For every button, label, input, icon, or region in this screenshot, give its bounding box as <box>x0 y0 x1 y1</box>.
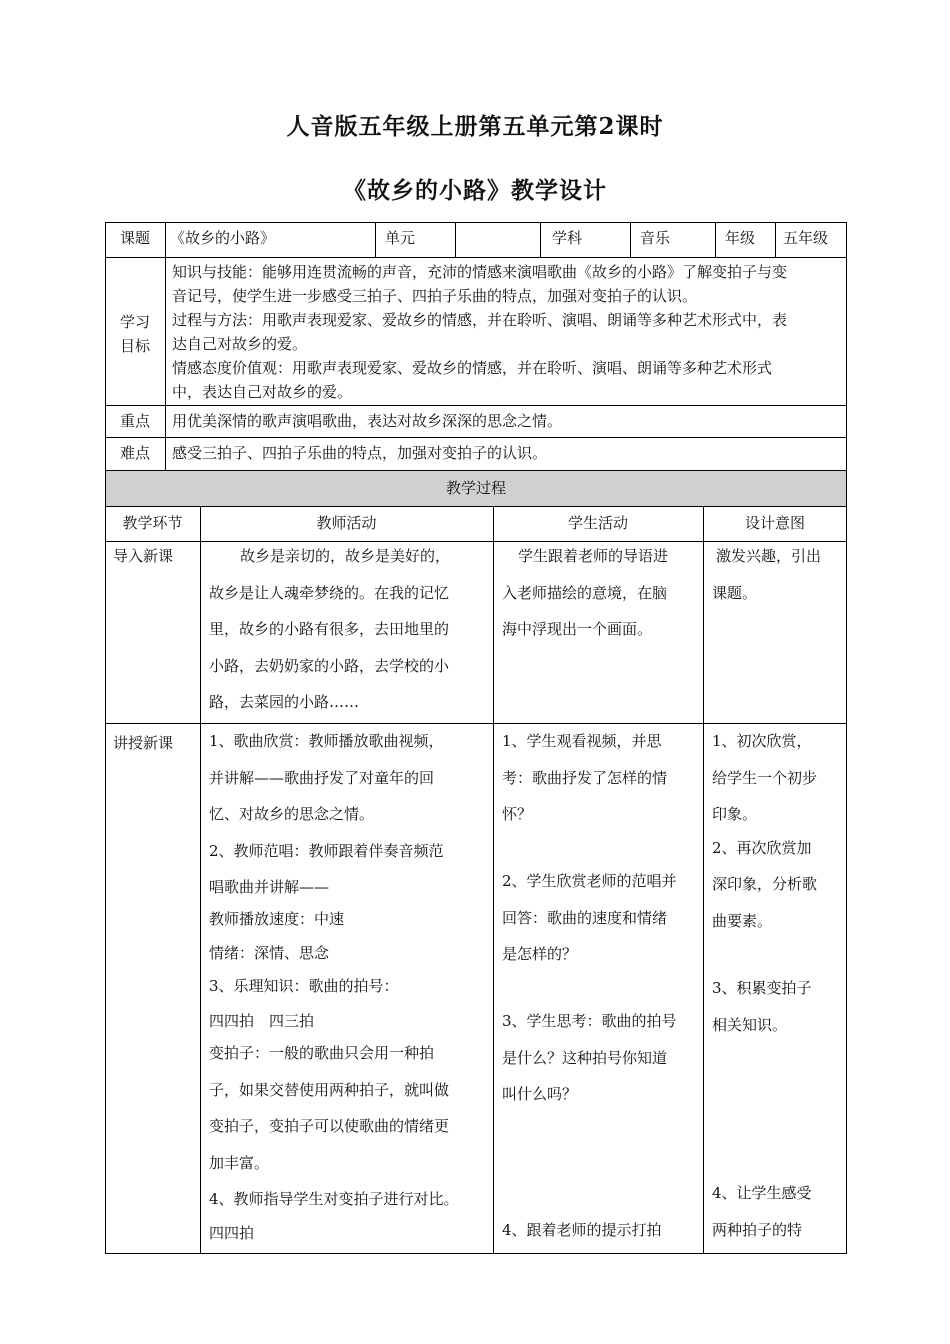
lesson-intent-line: 曲要素。 <box>712 912 773 930</box>
lesson-intent-line: 2、再次欣赏加 <box>712 839 812 857</box>
lesson-intent-line: 印象。 <box>712 805 758 823</box>
lesson-intent-line: 3、积累变拍子 <box>712 979 812 997</box>
key-point-text: 用优美深情的歌声演唱歌曲，表达对故乡深深的思念之情。 <box>172 412 563 430</box>
lesson-teacher-line: 四四拍 四三拍 <box>209 1012 315 1030</box>
lesson-teacher-line: 情绪：深情、思念 <box>209 944 330 962</box>
grade-value: 五年级 <box>783 229 829 247</box>
goal-line: 音记号，使学生进一步感受三拍子、四拍子乐曲的特点，加强对变拍子的认识。 <box>172 287 698 305</box>
goal-line: 情感态度价值观：用歌声表现爱家、爱故乡的情感，并在聆听、演唱、朗诵等多种艺术形式 <box>172 359 773 377</box>
lesson-teacher-line: 2、教师范唱：教师跟着伴奏音频范 <box>209 842 444 860</box>
unit-label: 单元 <box>385 229 416 247</box>
lesson-student-line: 叫什么吗？ <box>502 1085 578 1103</box>
lesson-student-line: 是怎样的？ <box>502 945 578 963</box>
lesson-student-line: 怀？ <box>502 805 533 823</box>
lesson-teacher-line: 变拍子：一般的歌曲只会用一种拍 <box>209 1044 435 1062</box>
subject-value: 音乐 <box>640 229 671 247</box>
document-subtitle: 《故乡的小路》教学设计 <box>343 177 607 204</box>
lesson-student-line: 1、学生观看视频，并思 <box>502 732 662 750</box>
lesson-teacher-line: 四四拍 <box>209 1224 255 1242</box>
lesson-student-line: 4、跟着老师的提示打拍 <box>502 1221 662 1239</box>
intro-teacher-line: 里，故乡的小路有很多，去田地里的 <box>209 620 450 638</box>
goal-line: 知识与技能：能够用连贯流畅的声音，充沛的情感来演唱歌曲《故乡的小路》了解变拍子与变 <box>172 263 788 281</box>
intro-student-line: 学生跟着老师的导语进 <box>518 547 669 565</box>
column-header-teacher: 教师活动 <box>316 514 377 532</box>
lesson-teacher-line: 唱歌曲并讲解—— <box>209 878 330 896</box>
lesson-teacher-line: 加丰富。 <box>209 1154 270 1172</box>
grade-label: 年级 <box>725 229 756 247</box>
goals-label-2: 目标 <box>119 337 150 355</box>
lesson-teacher-line: 教师播放速度：中速 <box>209 910 345 928</box>
lesson-intent-line: 两种拍子的特 <box>712 1221 803 1239</box>
subject-label: 学科 <box>552 229 583 247</box>
lesson-student-line: 是什么？这种拍号你知道 <box>502 1049 668 1067</box>
intro-stage: 导入新课 <box>113 547 174 565</box>
lesson-teacher-line: 忆、对故乡的思念之情。 <box>209 805 375 823</box>
intro-intent-line: 课题。 <box>712 584 758 602</box>
intro-student-line: 海中浮现出一个画面。 <box>502 620 653 638</box>
lesson-stage: 讲授新课 <box>113 734 174 752</box>
lesson-student-line: 考：歌曲抒发了怎样的情 <box>502 769 668 787</box>
lesson-intent-line: 给学生一个初步 <box>712 769 818 787</box>
intro-teacher-line: 小路，去奶奶家的小路，去学校的小 <box>209 657 450 675</box>
lesson-intent-line: 深印象，分析歌 <box>712 875 818 893</box>
lesson-student-line: 2、学生欣赏老师的范唱并 <box>502 872 677 890</box>
lesson-student-line: 回答：歌曲的速度和情绪 <box>502 909 668 927</box>
column-header-intent: 设计意图 <box>744 514 805 532</box>
lesson-teacher-line: 3、乐理知识：歌曲的拍号： <box>209 977 399 995</box>
intro-teacher-line: 故乡是让人魂牵梦绕的。在我的记忆 <box>209 584 450 602</box>
goals-label-1: 学习 <box>119 313 150 331</box>
lesson-intent-line: 相关知识。 <box>712 1016 788 1034</box>
intro-teacher-line: 路，去菜园的小路…… <box>209 693 360 711</box>
lesson-teacher-line: 变拍子，变拍子可以使歌曲的情绪更 <box>209 1117 450 1135</box>
key-point-label: 重点 <box>119 412 150 430</box>
goal-line: 过程与方法：用歌声表现爱家、爱故乡的情感，并在聆听、演唱、朗诵等多种艺术形式中，表 <box>172 311 788 329</box>
intro-teacher-line: 故乡是亲切的，故乡是美好的， <box>240 547 451 565</box>
goal-line: 达自己对故乡的爱。 <box>172 335 308 353</box>
lesson-teacher-line: 并讲解——歌曲抒发了对童年的回 <box>209 769 435 787</box>
process-header: 教学过程 <box>445 479 506 497</box>
lesson-intent-line: 1、初次欣赏， <box>712 732 812 750</box>
column-header-stage: 教学环节 <box>122 514 183 532</box>
intro-intent-line: 激发兴趣，引出 <box>716 547 822 565</box>
lesson-teacher-line: 1、歌曲欣赏：教师播放歌曲视频， <box>209 732 444 750</box>
column-header-student: 学生活动 <box>567 514 628 532</box>
difficulty-text: 感受三拍子、四拍子乐曲的特点，加强对变拍子的认识。 <box>172 444 548 462</box>
lesson-student-line: 3、学生思考：歌曲的拍号 <box>502 1012 677 1030</box>
document-title: 人音版五年级上册第五单元第2课时 <box>286 113 664 140</box>
difficulty-label: 难点 <box>119 444 150 462</box>
lesson-teacher-line: 子，如果交替使用两种拍子，就叫做 <box>209 1081 450 1099</box>
lesson-intent-line: 4、让学生感受 <box>712 1184 812 1202</box>
topic-value: 《故乡的小路》 <box>170 229 276 247</box>
intro-student-line: 入老师描绘的意境，在脑 <box>502 584 668 602</box>
topic-label: 课题 <box>119 229 150 247</box>
lesson-teacher-line: 4、教师指导学生对变拍子进行对比。 <box>209 1190 459 1208</box>
goal-line: 中，表达自己对故乡的爱。 <box>172 383 353 401</box>
